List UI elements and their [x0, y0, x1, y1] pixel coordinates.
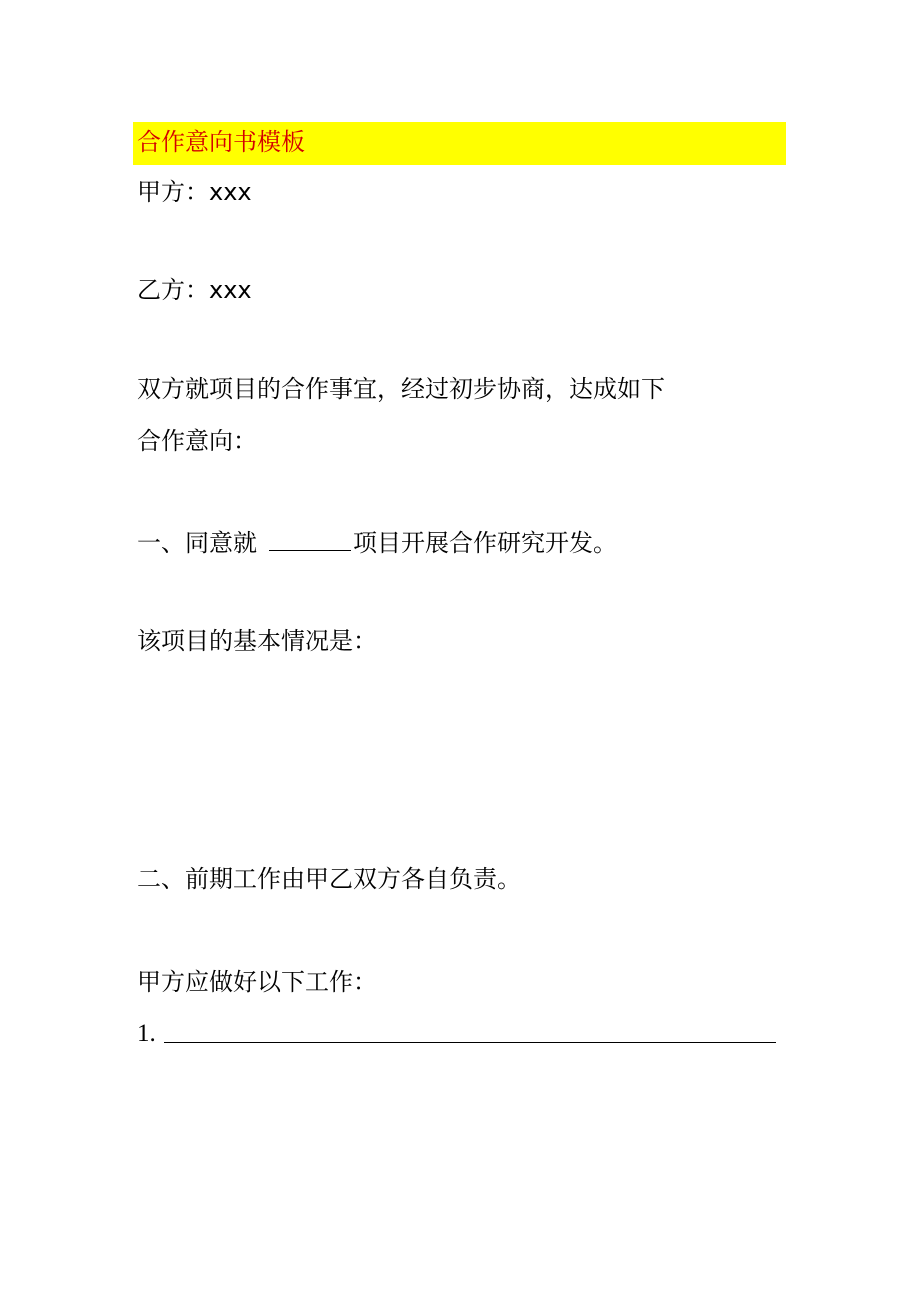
intro-paragraph-line-2: 合作意向： — [137, 427, 257, 455]
party-a-tasks-heading: 甲方应做好以下工作： — [137, 968, 377, 996]
document-title: 合作意向书模板 — [137, 128, 305, 156]
clause-one — [137, 526, 617, 559]
party-a-line: 甲方：xxx — [137, 178, 252, 206]
party-b-line: 乙方：xxx — [137, 276, 252, 304]
clause-one-prefix: 一、同意就 — [137, 529, 257, 557]
clause-one-suffix: 项目开展合作研究开发。 — [353, 529, 617, 557]
task-item-1-blank — [164, 1042, 776, 1043]
task-item-1-number: 1. — [137, 1020, 156, 1047]
project-basic-info-label: 该项目的基本情况是： — [137, 627, 377, 655]
intro-paragraph-line-1: 双方就项目的合作事宜，经过初步协商，达成如下 — [137, 375, 665, 403]
project-name-blank — [269, 526, 351, 551]
clause-two: 二、前期工作由甲乙双方各自负责。 — [137, 865, 521, 893]
